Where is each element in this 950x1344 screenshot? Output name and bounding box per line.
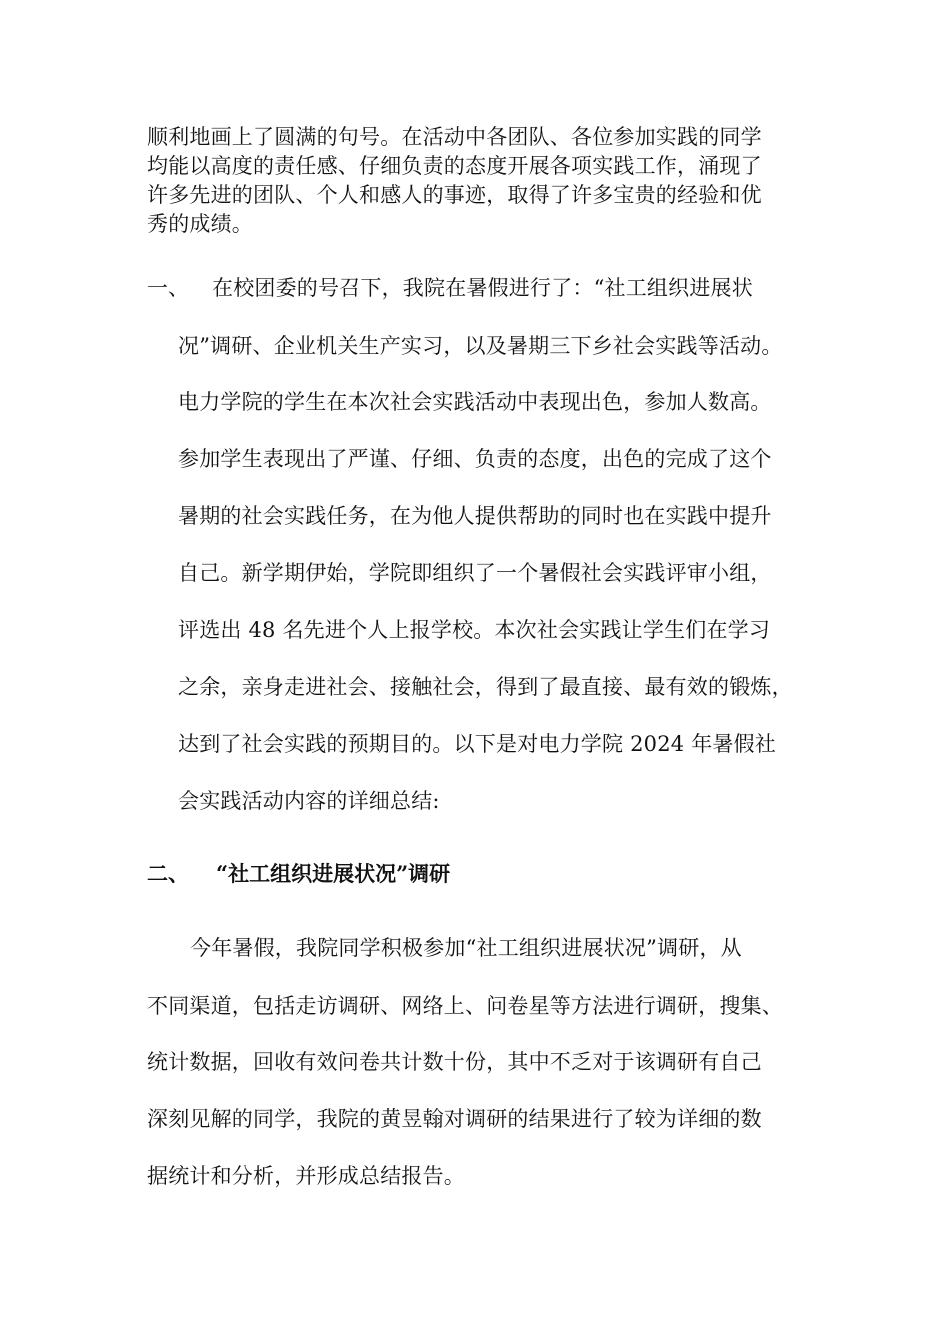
section-1-line: 参加学生表现出了严谨、仔细、负责的态度，出色的完成了这个 bbox=[178, 447, 772, 471]
intro-line: 均能以高度的责任感、仔细负责的态度开展各项实践工作，涌现了 bbox=[147, 154, 762, 178]
section-1-line: 自己。新学期伊始，学院即组织了一个暑假社会实践评审小组， bbox=[178, 561, 772, 585]
section-2-marker: 二、 bbox=[147, 861, 189, 886]
section-1-line: 在校团委的号召下，我院在暑假进行了：“社工组织进展状 bbox=[212, 276, 753, 300]
section-1-marker: 一、 bbox=[147, 276, 189, 300]
section-2-line: 统计数据，回收有效问卷共计数十份，其中不乏对于该调研有自己 bbox=[147, 1050, 762, 1074]
section-1-line: 评选出 48 名先进个人上报学校。本次社会实践让学生们在学习 bbox=[178, 618, 771, 642]
intro-line: 秀的成绩。 bbox=[147, 212, 253, 236]
section-2-line: 据统计和分析，并形成总结报告。 bbox=[147, 1164, 465, 1188]
section-1-line: 电力学院的学生在本次社会实践活动中表现出色，参加人数高。 bbox=[178, 390, 772, 414]
section-2-line: 今年暑假，我院同学积极参加“社工组织进展状况”调研，从 bbox=[190, 936, 742, 960]
section-2-line: 不同渠道，包括走访调研、网络上、问卷星等方法进行调研，搜集、 bbox=[147, 994, 783, 1018]
section-1-line: 暑期的社会实践任务，在为他人提供帮助的同时也在实践中提升 bbox=[178, 504, 772, 528]
section-1-line: 达到了社会实践的预期目的。以下是对电力学院 2024 年暑假社 bbox=[178, 732, 776, 756]
section-2-title: “社工组织进展状况”调研 bbox=[216, 861, 451, 886]
section-1-line: 况”调研、企业机关生产实习，以及暑期三下乡社会实践等活动。 bbox=[178, 334, 783, 358]
intro-line: 顺利地画上了圆满的句号。在活动中各团队、各位参加实践的同学 bbox=[147, 125, 762, 149]
section-1-line: 之余，亲身走进社会、接触社会，得到了最直接、最有效的锻炼， bbox=[178, 675, 793, 699]
intro-line: 许多先进的团队、个人和感人的事迹，取得了许多宝贵的经验和优 bbox=[147, 183, 762, 207]
section-1-line: 会实践活动内容的详细总结: bbox=[178, 789, 440, 813]
section-2-line: 深刻见解的同学，我院的黄昱翰对调研的结果进行了较为详细的数 bbox=[147, 1107, 762, 1131]
